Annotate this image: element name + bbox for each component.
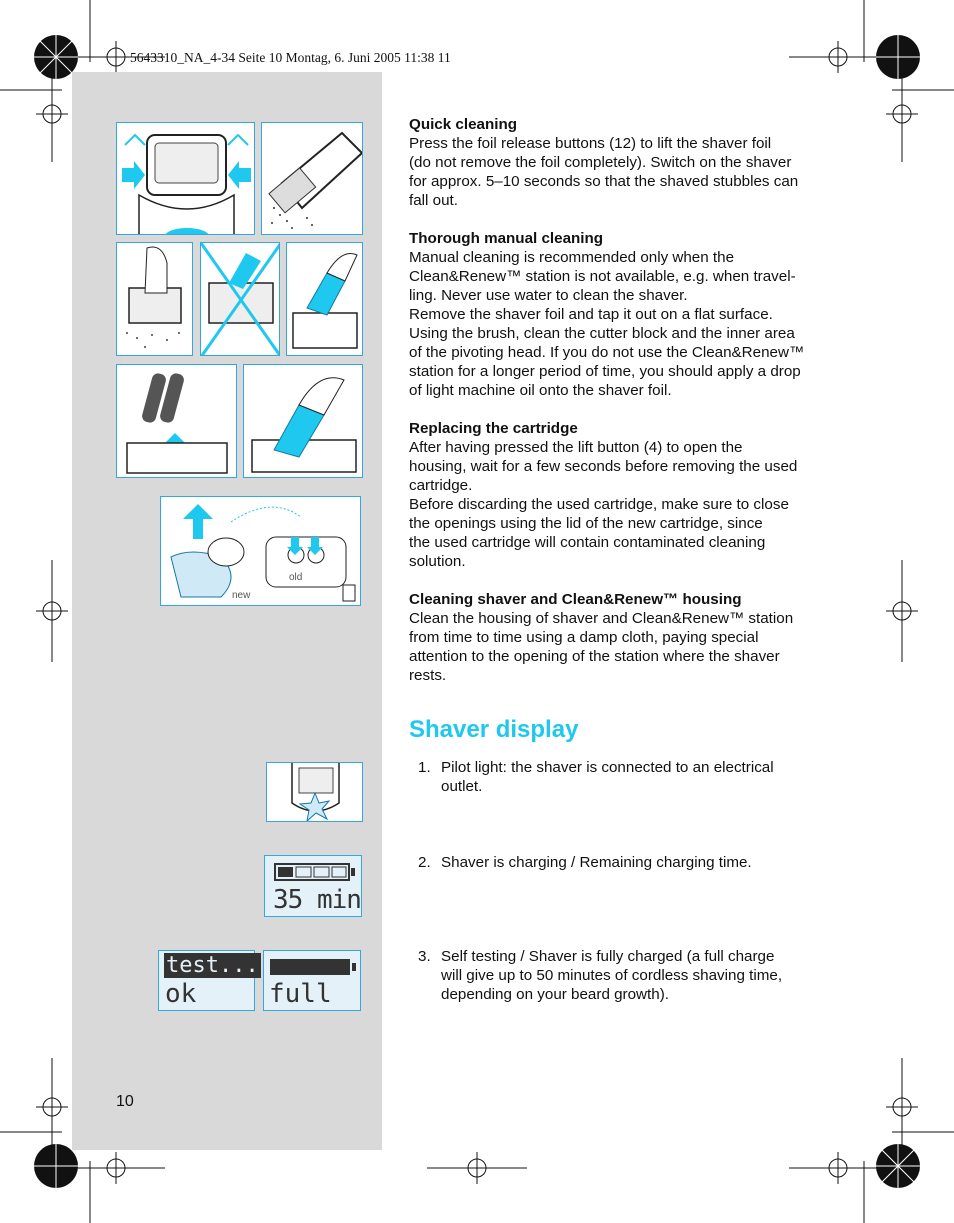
display-item-line: Shaver is charging / Remaining charging time. (441, 854, 752, 871)
cartridge-icon (161, 497, 361, 606)
section-heading: Thorough manual cleaning (409, 230, 604, 247)
battery-charging-icon (265, 858, 363, 886)
shaver-display-heading: Shaver display (409, 716, 579, 743)
page-number: 10 (116, 1093, 134, 1110)
section-line: station for a longer period of time, you should apply a drop (409, 363, 801, 380)
pilot-light-icon (267, 763, 363, 822)
lcd-full-charge (263, 950, 361, 1011)
section-line: Press the foil release buttons (12) to lift the shaver foil (409, 135, 772, 152)
figure-replace-cartridge (160, 496, 361, 606)
brush-head-icon (244, 365, 363, 478)
cross-out-icon (201, 243, 280, 356)
figure-foil-release (116, 122, 255, 235)
display-item-number: 2. (418, 854, 431, 871)
section-line: Before discarding the used cartridge, make sure to close (409, 496, 789, 513)
hand-foil-icon (117, 243, 193, 356)
lcd-self-test (158, 950, 259, 1011)
label-old: old (289, 572, 303, 583)
display-item-line: Pilot light: the shaver is connected to an electrical (441, 759, 774, 776)
display-item-line: outlet. (441, 778, 483, 795)
figure-tap-foil (116, 242, 193, 356)
cutter-block-icon (117, 365, 237, 478)
section-line: cartridge. (409, 477, 473, 494)
shaver-tilted-icon (262, 123, 363, 235)
section-line: Clean&Renew™ station is not available, e.g. when travel- (409, 268, 796, 285)
shaver-head-icon (117, 123, 255, 235)
display-item-line: will give up to 50 minutes of cordless shaving time, (441, 967, 783, 984)
section-spacer (409, 210, 841, 229)
lcd-full: full (269, 979, 332, 1009)
figure-cutter-block (116, 364, 237, 478)
lcd-test: test... (166, 953, 259, 978)
section-line: Clean the housing of shaver and Clean&Renew™ station (409, 610, 794, 627)
figure-pilot-light (266, 762, 363, 822)
figure-brush-head (243, 364, 363, 478)
section-line: from time to time using a damp cloth, paying special (409, 629, 759, 646)
instructions-text (409, 115, 841, 685)
display-item-number: 3. (418, 948, 431, 965)
section-line: (do not remove the foil completely). Switch on the shaver (409, 154, 792, 171)
display-item-number: 1. (418, 759, 431, 776)
lcd-ok: ok (165, 979, 197, 1009)
display-item-line: depending on your beard growth). (441, 986, 669, 1003)
section-line: Using the brush, clean the cutter block and the inner area (409, 325, 795, 342)
section-line: of the pivoting head. If you do not use the Clean&Renew™ (409, 344, 805, 361)
label-new: new (232, 590, 251, 601)
display-item-2 (418, 853, 838, 872)
display-item-1 (418, 758, 838, 796)
lcd-charging (264, 855, 362, 917)
section-line: ling. Never use water to clean the shaver. (409, 287, 688, 304)
battery-full-icon (264, 953, 362, 981)
section-line: the used cartridge will contain contaminated cleaning (409, 534, 766, 551)
section-line: Remove the shaver foil and tap it out on a flat surface. (409, 306, 773, 323)
section-line: for approx. 5–10 seconds so that the shaved stubbles can (409, 173, 799, 190)
lcd-charging-time: 35 min (273, 885, 361, 915)
section-heading: Cleaning shaver and Clean&Renew™ housing (409, 591, 742, 608)
display-item-3 (418, 947, 838, 1004)
brush-icon (287, 243, 363, 356)
section-line: After having pressed the lift button (4) to open the (409, 439, 743, 456)
section-heading: Quick cleaning (409, 116, 518, 133)
section-line: solution. (409, 553, 466, 570)
section-line: of light machine oil onto the shaver foil. (409, 382, 672, 399)
section-spacer (409, 571, 841, 590)
section-line: fall out. (409, 192, 458, 209)
section-line: attention to the opening of the station where the shaver (409, 648, 780, 665)
section-heading: Replacing the cartridge (409, 420, 578, 437)
display-item-line: Self testing / Shaver is fully charged (a full charge (441, 948, 775, 965)
section-line: Manual cleaning is recommended only when the (409, 249, 735, 266)
section-line: housing, wait for a few seconds before removing the used (409, 458, 798, 475)
section-line: the openings using the lid of the new cartridge, since (409, 515, 763, 532)
section-line: rests. (409, 667, 447, 684)
figure-brush-cutter (286, 242, 363, 356)
figure-brush-not-recommended (200, 242, 280, 356)
print-header: 5643310_NA_4-34 Seite 10 Montag, 6. Juni 2005 11:38 11 (130, 50, 451, 65)
figure-tap-stubbles (261, 122, 363, 235)
section-spacer (409, 400, 841, 419)
